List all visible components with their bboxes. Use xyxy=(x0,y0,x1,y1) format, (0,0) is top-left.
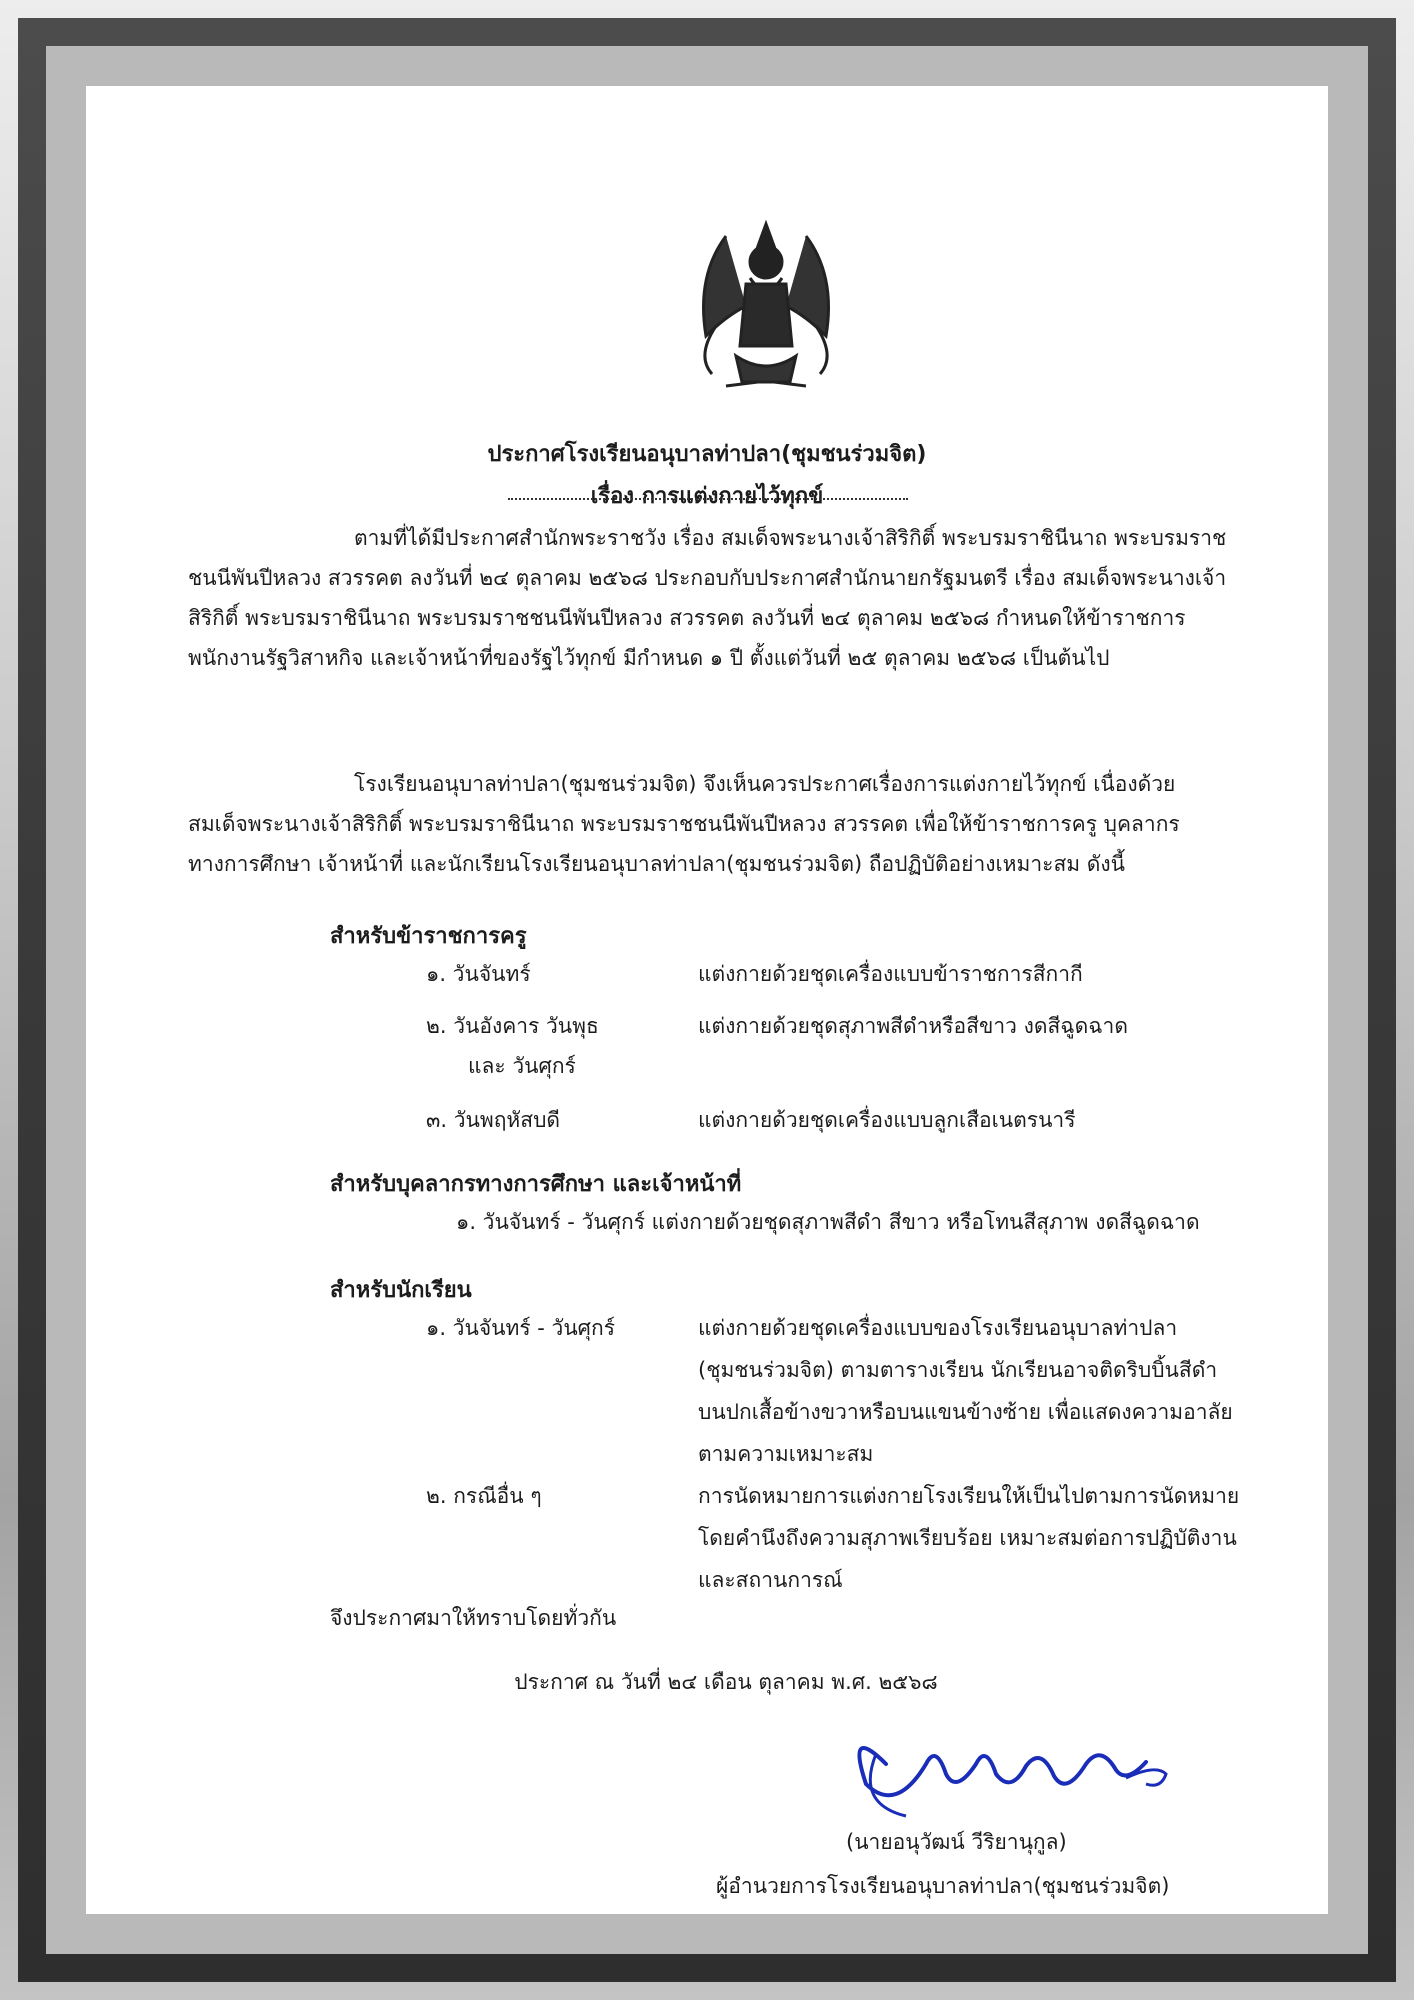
teacher-day-1: ๑. วันจันทร์ xyxy=(426,962,531,986)
dotted-divider xyxy=(508,498,908,500)
staff-heading: สำหรับบุคลากรทางการศึกษา และเจ้าหน้าที่ xyxy=(330,1172,742,1197)
student-item-2-line-3: และสถานการณ์ xyxy=(698,1568,843,1592)
student-item-2-line-2: โดยคำนึงถึงความสุภาพเรียบร้อย เหมาะสมต่อการปฏิบัติงาน xyxy=(698,1526,1237,1550)
body-paragraph-2: โรงเรียนอนุบาลท่าปลา(ชุมชนร่วมจิต) จึงเห็นควรประกาศเรื่องการแต่งกายไว้ทุกข์ เนื่องด้วย สมเด็จพระนางเจ้าสิริกิติ์ พระบรมราชินีนาถ พระบรมราชชนนีพันปีหลวง สวรรคต เพื่อให้ข้าราชการครู บุคลากรทางการศึกษา เจ้าหน้าที่ และนักเรียนโรงเรียนอนุบาลท่าปลา(ชุมชนร่วมจิต) ถือปฏิบัติอย่างเหมาะสม ดังนี้ xyxy=(188,772,1180,876)
garuda-emblem-icon xyxy=(666,206,866,406)
document-subject: เรื่อง การแต่งกายไว้ทุกข์ xyxy=(590,484,824,509)
teacher-day-2-cont: และ วันศุกร์ xyxy=(468,1054,576,1078)
closing-line: จึงประกาศมาให้ทราบโดยทั่วกัน xyxy=(330,1606,617,1630)
teacher-day-3: ๓. วันพฤหัสบดี xyxy=(426,1108,561,1132)
mat-border xyxy=(46,46,1368,1954)
teacher-dress-2: แต่งกายด้วยชุดสุภาพสีดำหรือสีขาว งดสีฉูดฉาด xyxy=(698,1014,1128,1038)
student-item-2-line-1: การนัดหมายการแต่งกายโรงเรียนให้เป็นไปตามการนัดหมาย xyxy=(698,1484,1240,1508)
student-item-1-line-2: (ชุมชนร่วมจิต) ตามตารางเรียน นักเรียนอาจติดริบบิ้นสีดำ xyxy=(698,1358,1218,1382)
student-item-1-label: ๑. วันจันทร์ - วันศุกร์ xyxy=(426,1316,616,1340)
teacher-dress-3: แต่งกายด้วยชุดเครื่องแบบลูกเสือเนตรนารี xyxy=(698,1108,1076,1132)
document-page xyxy=(86,86,1328,1914)
student-item-2-label: ๒. กรณีอื่น ๆ xyxy=(426,1484,542,1508)
signatory-position: ผู้อำนวยการโรงเรียนอนุบาลท่าปลา(ชุมชนร่วมจิต) xyxy=(716,1874,1170,1898)
body-paragraph-1: ตามที่ได้มีประกาศสำนักพระราชวัง เรื่อง สมเด็จพระนางเจ้าสิริกิติ์ พระบรมราชินีนาถ พระบรมราชชนนีพันปีหลวง สวรรคต ลงวันที่ ๒๔ ตุลาคม ๒๕๖๘ ประกอบกับประกาศสำนักนายกรัฐมนตรี เรื่อง สมเด็จพระนางเจ้าสิริกิติ์ พระบรมราชินีนาถ พระบรมราชชนนีพันปีหลวง สวรรคต ลงวันที่ ๒๔ ตุลาคม ๒๕๖๘ กำหนดให้ข้าราชการ พนักงานรัฐวิสาหกิจ และเจ้าหน้าที่ของรัฐไว้ทุกข์ มีกำหนด ๑ ปี ตั้งแต่วันที่ ๒๕ ตุลาคม ๒๕๖๘ เป็นต้นไป xyxy=(188,526,1227,670)
staff-item: ๑. วันจันทร์ - วันศุกร์ แต่งกายด้วยชุดสุภาพสีดำ สีขาว หรือโทนสีสุภาพ งดสีฉูดฉาด xyxy=(456,1210,1200,1234)
signatory-name: (นายอนุวัฒน์ วีริยานุกูล) xyxy=(846,1830,1067,1854)
students-heading: สำหรับนักเรียน xyxy=(330,1278,472,1303)
document-title: ประกาศโรงเรียนอนุบาลท่าปลา(ชุมชนร่วมจิต) xyxy=(487,442,927,467)
teachers-heading: สำหรับข้าราชการครู xyxy=(330,924,527,949)
announcement-date: ประกาศ ณ วันที่ ๒๔ เดือน ตุลาคม พ.ศ. ๒๕๖๘ xyxy=(514,1670,938,1694)
teacher-dress-1: แต่งกายด้วยชุดเครื่องแบบข้าราชการสีกากี xyxy=(698,962,1083,986)
student-item-1-line-3: บนปกเสื้อข้างขวาหรือบนแขนข้างซ้าย เพื่อแสดงความอาลัย xyxy=(698,1400,1233,1424)
outer-frame xyxy=(18,18,1396,1982)
student-item-1-line-1: แต่งกายด้วยชุดเครื่องแบบของโรงเรียนอนุบาลท่าปลา xyxy=(698,1316,1178,1340)
handwritten-signature xyxy=(826,1704,1186,1834)
student-item-1-line-4: ตามความเหมาะสม xyxy=(698,1442,874,1466)
teacher-day-2: ๒. วันอังคาร วันพุธ xyxy=(426,1014,599,1038)
